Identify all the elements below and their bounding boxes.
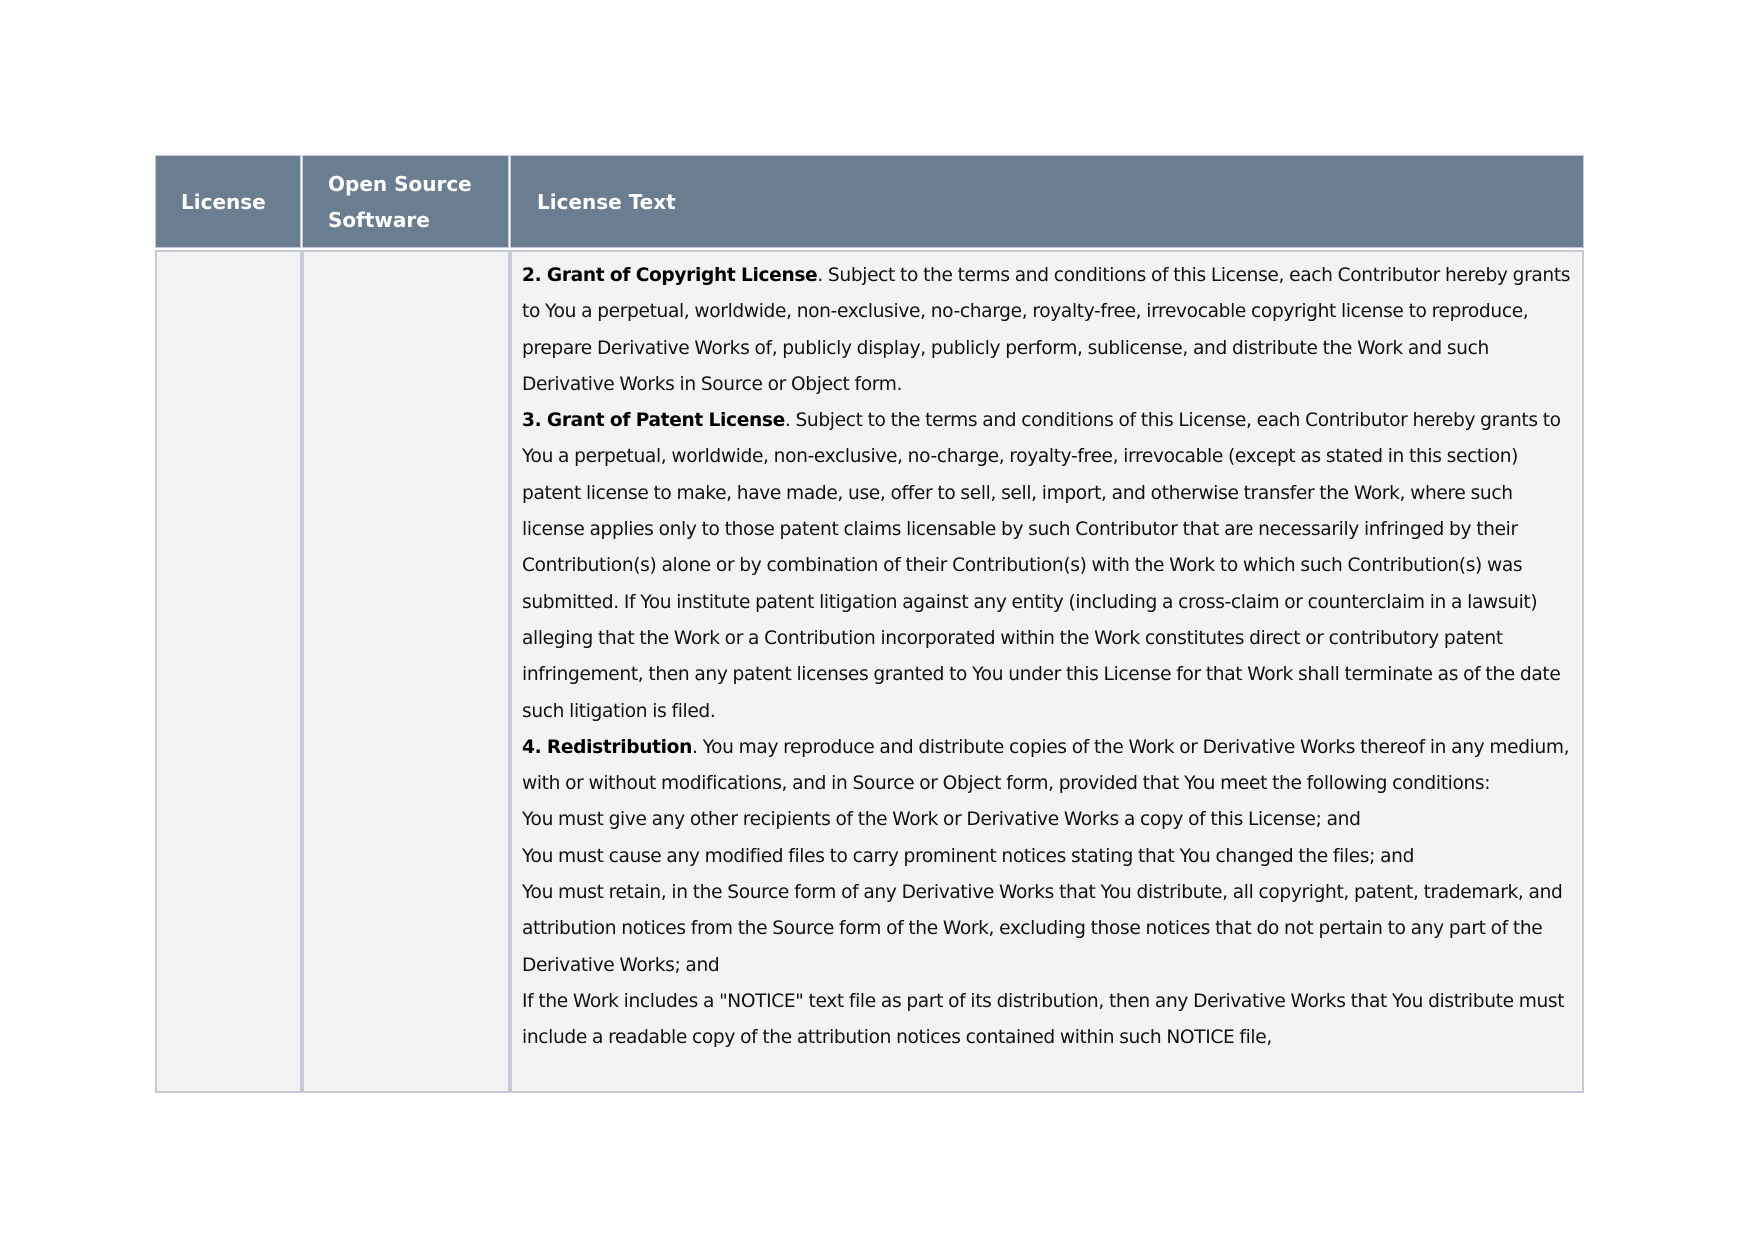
paragraph-condition-notices [522,839,1574,875]
paragraph-copyright-license [522,258,1574,403]
paragraph-condition-notice-file [522,984,1574,1057]
paragraph-body: You must retain, in the Source form of any Derivative Works that You distribute, all copyright, patent, trademark, and attribution notices from the Source form of the Work, excluding those notices that do not pertain to any part of the Derivative Works; and [522,882,1563,976]
paragraph-redistribution [522,730,1574,803]
paragraph-heading: 2. Grant of Copyright License [522,265,818,286]
table-header-row [155,155,1584,248]
paragraph-body: . You may reproduce and distribute copies of the Work or Derivative Works thereof in any medium, with or without modifications, and in Source or Object form, provided that You meet the following conditions: [522,736,1570,795]
paragraph-body: If the Work includes a "NOTICE" text file as part of its distribution, then any Derivative Works that You distribute must include a readable copy of the attribution notices contained within such NOTICE file, [522,990,1565,1049]
column-header-oss-label: Open Source Software [328,171,472,232]
cell-open-source-software [302,250,510,1093]
paragraph-heading: 3. Grant of Patent License [522,410,785,432]
column-header-license-label: License [181,189,266,214]
paragraph-body: You must give any other recipients of the Work or Derivative Works a copy of this License; and [522,809,1361,831]
column-header-license-text-label: License Text [537,189,676,214]
paragraph-condition-retain [522,875,1574,984]
column-header-license [155,155,301,248]
paragraph-patent-license [522,403,1574,730]
cell-license-text [510,250,1584,1093]
column-header-open-source-software [302,155,509,248]
table-row [155,250,1584,1093]
paragraph-body: . Subject to the terms and conditions of this License, each Contributor hereby grants to You a perpetual, worldwide, non-exclusive, no-charge, royalty-free, irrevocable (except as stated in this section) patent license to make, have made, use, offer to sell, sell, import, and otherwise transfer the Work, where such license applies only to those patent claims licensable by such Contributor that are necessarily infringed by their Contribution(s) alone or by combination of their Contribution(s) with the Work to which such Contribution(s) was submitted. If You institute patent litigation against any entity (including a cross-claim or counterclaim in a lawsuit) alleging that the Work or a Contribution incorporated within the Work constitutes direct or contributory patent infringement, then any patent licenses granted to You under this License for that Work shall terminate as of the date such litigation is filed. [522,410,1561,722]
paragraph-body: You must cause any modified files to carry prominent notices stating that You changed the files; and [522,845,1415,867]
license-table [155,155,1584,1049]
paragraph-body: . Subject to the terms and conditions of this License, each Contributor hereby grants to You a perpetual, worldwide, non-exclusive, no-charge, royalty-free, irrevocable copyright license to reproduce, prepare Derivative Works of, publicly display, publicly perform, sublicense, and distribute the Work and such Derivative Works in Source or Object form. [522,265,1571,395]
cell-license [155,250,302,1093]
column-header-license-text [510,155,1584,248]
paragraph-heading: 4. Redistribution [522,736,692,758]
paragraph-condition-copy [522,802,1574,838]
